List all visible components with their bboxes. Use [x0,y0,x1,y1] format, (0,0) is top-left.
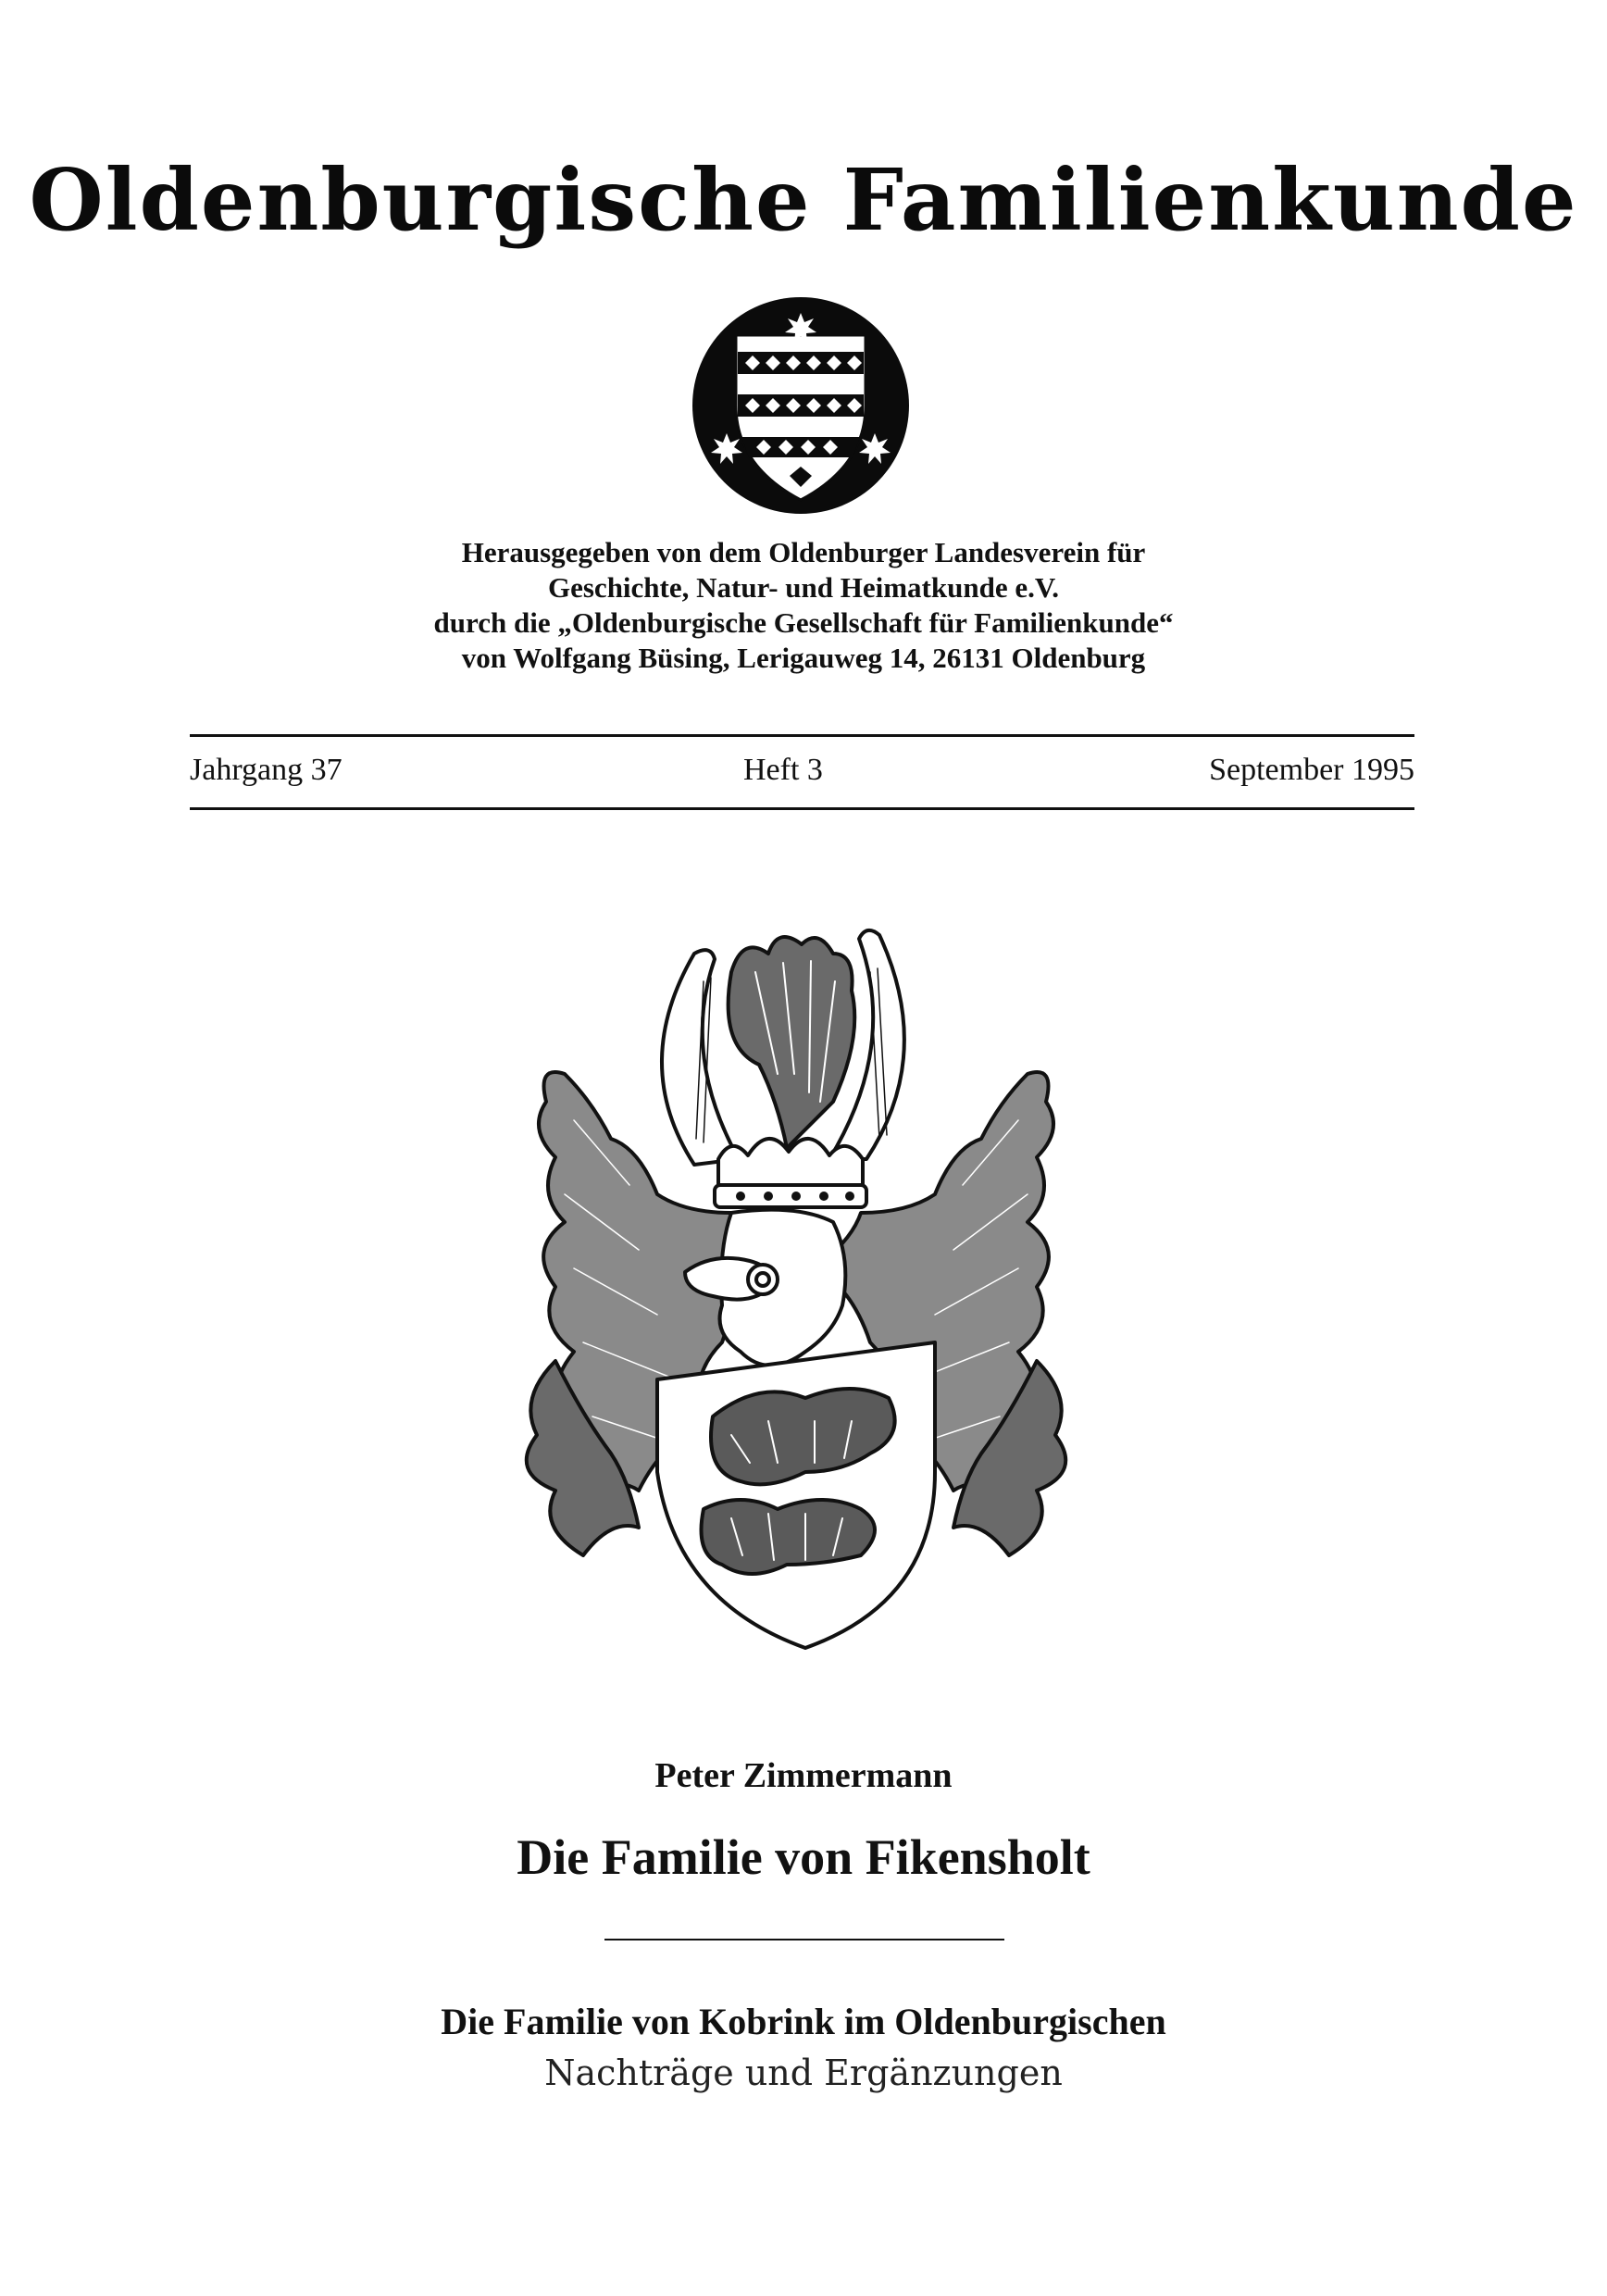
oldenburg-shield-emblem-icon [690,294,912,517]
issue-date: September 1995 [1209,753,1414,787]
article-author: Peter Zimmermann [654,1756,953,1795]
top-divider [190,734,1414,737]
title-divider [604,1939,1004,1940]
issue-number: Heft 3 [743,753,823,787]
article-subtitle: Die Familie von Kobrink im Oldenburgischen [441,2001,1166,2042]
heraldic-coat-of-arms-icon [500,917,1092,1666]
publisher-line: Herausgegeben von dem Oldenburger Landesverein für [461,536,1146,568]
publisher-info [0,535,1607,676]
journal-title: Oldenburgische Familienkunde [29,150,1578,250]
bottom-divider [190,807,1414,810]
publisher-line: von Wolfgang Büsing, Lerigauweg 14, 26131 Oldenburg [461,642,1146,674]
article-title: Die Familie von Fikensholt [517,1829,1090,1885]
publisher-line: Geschichte, Natur- und Heimatkunde e.V. [548,571,1059,604]
article-subtitle-note: Nachträge und Ergänzungen [544,2053,1063,2093]
issue-volume: Jahrgang 37 [190,753,343,787]
publisher-line: durch die „Oldenburgische Gesellschaft für Familienkunde“ [433,606,1174,639]
issue-info [190,753,1414,793]
